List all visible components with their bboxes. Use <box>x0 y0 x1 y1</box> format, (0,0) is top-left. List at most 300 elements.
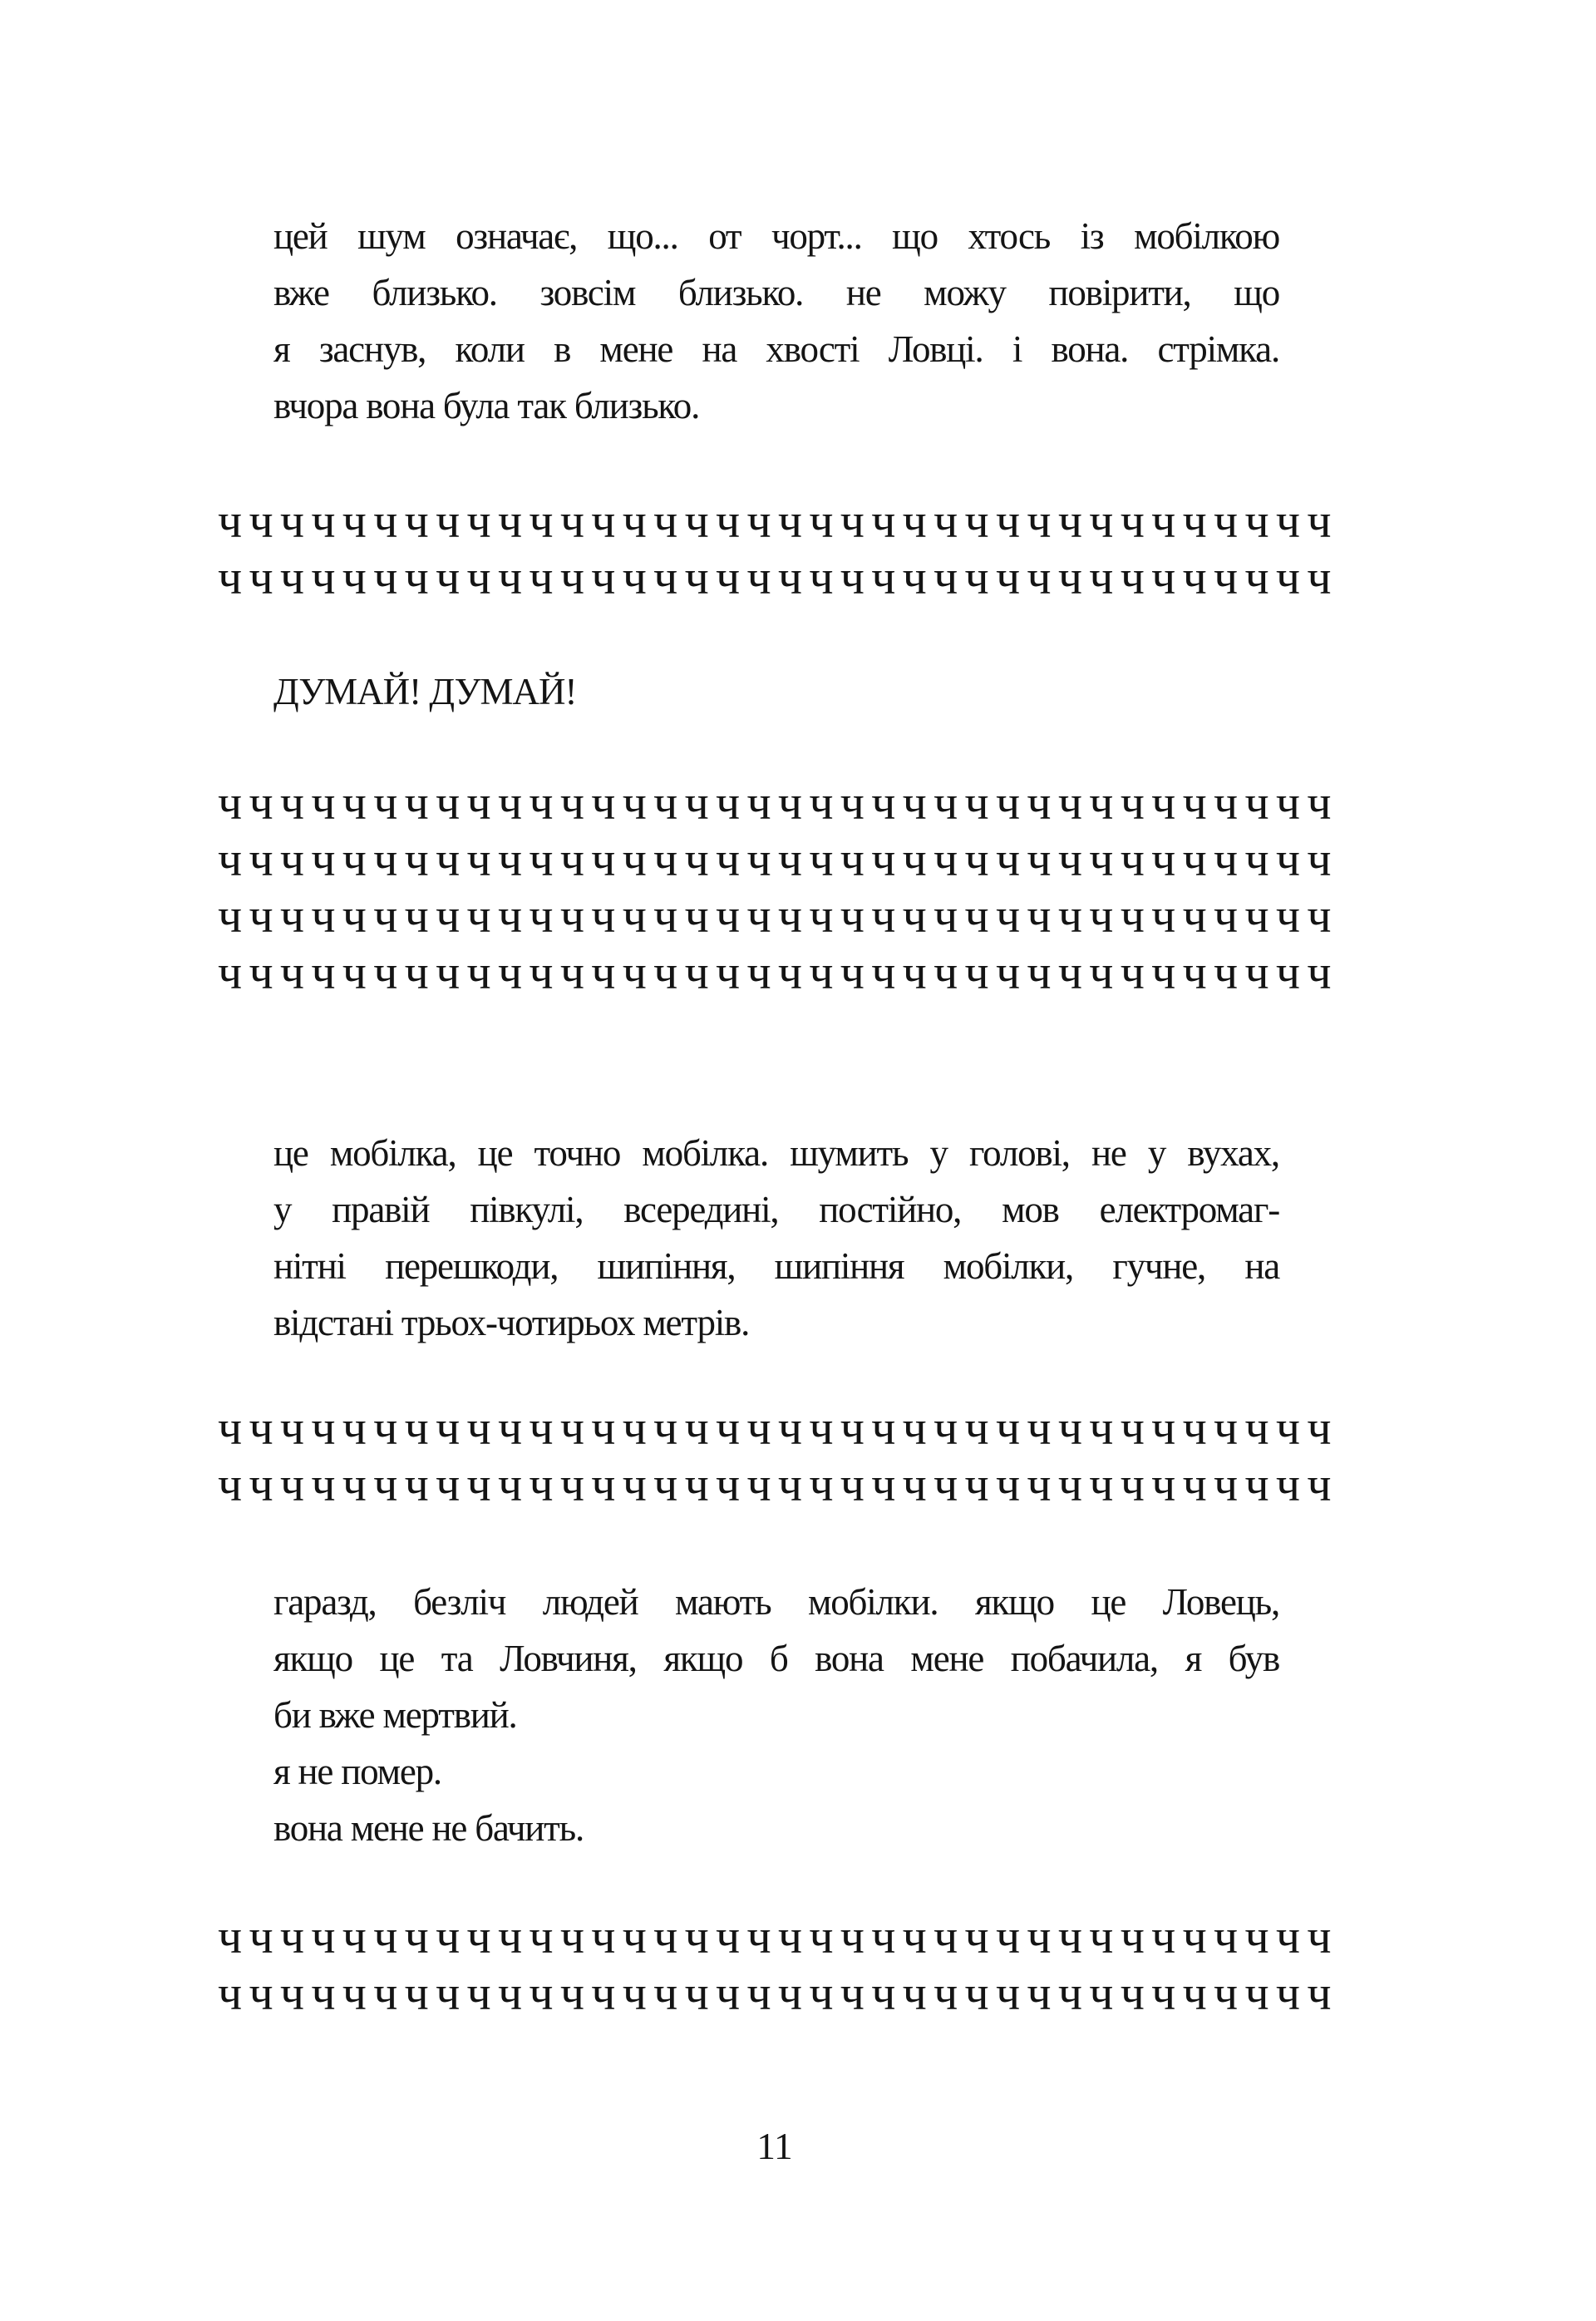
ch-glyph: ч <box>497 1910 523 1964</box>
ch-glyph: ч <box>684 550 709 604</box>
ch-glyph: ч <box>1027 776 1052 830</box>
ch-glyph: ч <box>279 1457 305 1511</box>
ch-glyph: ч <box>373 945 398 999</box>
ch-glyph: ч <box>311 832 336 886</box>
ch-glyph: ч <box>933 1910 958 1964</box>
ch-glyph: ч <box>279 1401 305 1455</box>
ch-glyph: ч <box>1244 494 1269 548</box>
ch-glyph: ч <box>559 1910 584 1964</box>
ch-glyph: ч <box>1120 776 1145 830</box>
ch-glyph: ч <box>1089 889 1114 943</box>
ch-glyph: ч <box>218 832 243 886</box>
ch-glyph: ч <box>933 494 958 548</box>
ch-glyph: ч <box>218 494 243 548</box>
ch-glyph: ч <box>1214 1401 1239 1455</box>
ch-glyph: ч <box>342 1457 367 1511</box>
ch-glyph: ч <box>497 494 523 548</box>
ch-glyph: ч <box>995 1910 1021 1964</box>
ch-glyph: ч <box>436 776 461 830</box>
ch-glyph: ч <box>1027 889 1052 943</box>
ch-glyph: ч <box>1057 945 1082 999</box>
ch-glyph: ч <box>1120 889 1145 943</box>
page-number: 11 <box>756 2126 793 2167</box>
ch-glyph: ч <box>342 776 367 830</box>
ch-glyph: ч <box>1275 889 1301 943</box>
ch-glyph: ч <box>622 776 647 830</box>
ch-glyph: ч <box>466 776 491 830</box>
text-line: гаразд, безліч людей мають мобілки. якщо це Ловець, <box>273 1581 1279 1623</box>
ch-glyph: ч <box>622 1966 647 2020</box>
ch-glyph: ч <box>684 494 709 548</box>
ch-glyph: ч <box>1057 494 1082 548</box>
ch-glyph: ч <box>1151 889 1176 943</box>
ch-glyph: ч <box>404 1457 429 1511</box>
ch-glyph: ч <box>902 1457 927 1511</box>
ch-glyph: ч <box>404 494 429 548</box>
ch-glyph: ч <box>279 494 305 548</box>
ch-glyph: ч <box>529 550 554 604</box>
ch-glyph: ч <box>1214 494 1239 548</box>
ch-glyph: ч <box>466 1457 491 1511</box>
ch-glyph: ч <box>716 776 741 830</box>
ch-glyph: ч <box>653 1401 678 1455</box>
ch-glyph: ч <box>591 1966 616 2020</box>
ch-glyph: ч <box>342 832 367 886</box>
ch-glyph: ч <box>622 889 647 943</box>
ch-glyph: ч <box>933 945 958 999</box>
ch-glyph: ч <box>1214 776 1239 830</box>
ch-row <box>218 1965 1332 2022</box>
ch-glyph: ч <box>809 832 834 886</box>
ch-glyph: ч <box>809 945 834 999</box>
ch-glyph: ч <box>840 1910 864 1964</box>
ch-glyph: ч <box>1307 889 1332 943</box>
ch-glyph: ч <box>871 1401 896 1455</box>
ch-glyph: ч <box>684 1401 709 1455</box>
ch-glyph: ч <box>933 1457 958 1511</box>
ch-glyph: ч <box>1275 550 1301 604</box>
ch-glyph: ч <box>716 494 741 548</box>
ch-glyph: ч <box>1182 832 1207 886</box>
ch-glyph: ч <box>902 1966 927 2020</box>
ch-glyph: ч <box>466 1401 491 1455</box>
paragraph-3 <box>273 1574 1279 1856</box>
ch-glyph: ч <box>559 1966 584 2020</box>
ch-glyph: ч <box>1244 832 1269 886</box>
ch-glyph: ч <box>933 889 958 943</box>
ch-glyph: ч <box>871 889 896 943</box>
ch-glyph: ч <box>1307 494 1332 548</box>
ch-glyph: ч <box>342 1401 367 1455</box>
ch-glyph: ч <box>1244 1457 1269 1511</box>
ch-glyph: ч <box>497 550 523 604</box>
ch-glyph: ч <box>1244 776 1269 830</box>
ch-glyph: ч <box>1057 1457 1082 1511</box>
ch-glyph: ч <box>964 494 989 548</box>
ch-glyph: ч <box>964 889 989 943</box>
ch-glyph: ч <box>218 776 243 830</box>
ch-glyph: ч <box>591 832 616 886</box>
ch-glyph: ч <box>1151 494 1176 548</box>
ch-glyph: ч <box>622 550 647 604</box>
ch-glyph: ч <box>933 1966 958 2020</box>
text-line: вона мене не бачить. <box>273 1807 584 1849</box>
ch-glyph: ч <box>1089 832 1114 886</box>
ch-glyph: ч <box>529 1457 554 1511</box>
ch-glyph: ч <box>1214 945 1239 999</box>
ch-glyph: ч <box>809 550 834 604</box>
ch-glyph: ч <box>871 550 896 604</box>
ch-rows-1 <box>218 493 1332 606</box>
ch-glyph: ч <box>1027 1401 1052 1455</box>
ch-glyph: ч <box>777 494 803 548</box>
ch-glyph: ч <box>840 1966 864 2020</box>
ch-glyph: ч <box>466 1910 491 1964</box>
ch-glyph: ч <box>404 945 429 999</box>
ch-glyph: ч <box>279 550 305 604</box>
ch-glyph: ч <box>964 776 989 830</box>
ch-glyph: ч <box>933 832 958 886</box>
ch-glyph: ч <box>622 1457 647 1511</box>
ch-glyph: ч <box>809 776 834 830</box>
ch-glyph: ч <box>249 1966 273 2020</box>
ch-glyph: ч <box>342 889 367 943</box>
ch-glyph: ч <box>373 494 398 548</box>
ch-glyph: ч <box>436 494 461 548</box>
ch-glyph: ч <box>902 1910 927 1964</box>
ch-glyph: ч <box>1275 1457 1301 1511</box>
ch-glyph: ч <box>497 1966 523 2020</box>
ch-glyph: ч <box>436 889 461 943</box>
ch-glyph: ч <box>1214 1457 1239 1511</box>
ch-glyph: ч <box>311 889 336 943</box>
ch-glyph: ч <box>529 1401 554 1455</box>
ch-glyph: ч <box>279 945 305 999</box>
ch-glyph: ч <box>497 1401 523 1455</box>
ch-glyph: ч <box>1057 550 1082 604</box>
ch-row <box>218 1456 1332 1513</box>
ch-glyph: ч <box>497 889 523 943</box>
ch-glyph: ч <box>995 945 1021 999</box>
ch-glyph: ч <box>746 1401 771 1455</box>
ch-glyph: ч <box>373 1910 398 1964</box>
ch-glyph: ч <box>777 889 803 943</box>
ch-glyph: ч <box>436 1457 461 1511</box>
ch-row <box>218 1909 1332 1965</box>
ch-glyph: ч <box>1307 1910 1332 1964</box>
ch-glyph: ч <box>746 494 771 548</box>
ch-glyph: ч <box>840 889 864 943</box>
ch-glyph: ч <box>1089 1457 1114 1511</box>
ch-glyph: ч <box>342 1910 367 1964</box>
ch-glyph: ч <box>466 1966 491 2020</box>
ch-glyph: ч <box>559 832 584 886</box>
ch-glyph: ч <box>809 1910 834 1964</box>
ch-glyph: ч <box>1275 776 1301 830</box>
ch-row <box>218 549 1332 606</box>
ch-glyph: ч <box>716 889 741 943</box>
ch-glyph: ч <box>1089 1966 1114 2020</box>
ch-glyph: ч <box>249 1457 273 1511</box>
ch-glyph: ч <box>591 1401 616 1455</box>
text-line: вже близько. зовсім близько. не можу повірити, що <box>273 272 1279 313</box>
ch-glyph: ч <box>964 832 989 886</box>
ch-glyph: ч <box>777 1910 803 1964</box>
ch-glyph: ч <box>1307 832 1332 886</box>
ch-glyph: ч <box>746 1457 771 1511</box>
ch-glyph: ч <box>964 945 989 999</box>
ch-glyph: ч <box>1214 1966 1239 2020</box>
ch-row <box>218 493 1332 549</box>
ch-glyph: ч <box>404 832 429 886</box>
ch-glyph: ч <box>653 832 678 886</box>
ch-glyph: ч <box>1182 1966 1207 2020</box>
ch-glyph: ч <box>342 494 367 548</box>
ch-glyph: ч <box>279 1910 305 1964</box>
ch-glyph: ч <box>809 1966 834 2020</box>
ch-glyph: ч <box>404 550 429 604</box>
ch-glyph: ч <box>684 776 709 830</box>
ch-glyph: ч <box>559 889 584 943</box>
ch-glyph: ч <box>436 832 461 886</box>
ch-glyph: ч <box>871 945 896 999</box>
ch-glyph: ч <box>249 494 273 548</box>
ch-glyph: ч <box>653 945 678 999</box>
ch-glyph: ч <box>809 494 834 548</box>
ch-glyph: ч <box>1151 550 1176 604</box>
ch-glyph: ч <box>249 889 273 943</box>
ch-glyph: ч <box>746 889 771 943</box>
ch-glyph: ч <box>653 494 678 548</box>
ch-glyph: ч <box>1182 1910 1207 1964</box>
ch-glyph: ч <box>466 550 491 604</box>
ch-glyph: ч <box>1027 1910 1052 1964</box>
ch-glyph: ч <box>1089 945 1114 999</box>
ch-glyph: ч <box>1275 1910 1301 1964</box>
ch-glyph: ч <box>529 945 554 999</box>
ch-glyph: ч <box>622 832 647 886</box>
ch-glyph: ч <box>218 1401 243 1455</box>
ch-glyph: ч <box>249 1401 273 1455</box>
ch-glyph: ч <box>529 1910 554 1964</box>
ch-glyph: ч <box>404 1910 429 1964</box>
ch-glyph: ч <box>1182 776 1207 830</box>
ch-glyph: ч <box>840 494 864 548</box>
ch-glyph: ч <box>373 889 398 943</box>
ch-glyph: ч <box>529 494 554 548</box>
ch-glyph: ч <box>466 945 491 999</box>
ch-glyph: ч <box>777 832 803 886</box>
ch-glyph: ч <box>1182 1457 1207 1511</box>
ch-glyph: ч <box>436 1910 461 1964</box>
ch-glyph: ч <box>746 1910 771 1964</box>
ch-glyph: ч <box>529 1966 554 2020</box>
ch-glyph: ч <box>622 1910 647 1964</box>
ch-glyph: ч <box>746 1966 771 2020</box>
ch-glyph: ч <box>311 776 336 830</box>
ch-glyph: ч <box>373 832 398 886</box>
ch-glyph: ч <box>404 776 429 830</box>
ch-glyph: ч <box>1120 832 1145 886</box>
ch-glyph: ч <box>1182 550 1207 604</box>
ch-glyph: ч <box>373 1966 398 2020</box>
ch-glyph: ч <box>1057 1966 1082 2020</box>
ch-glyph: ч <box>311 1401 336 1455</box>
ch-glyph: ч <box>840 1401 864 1455</box>
ch-glyph: ч <box>436 945 461 999</box>
ch-glyph: ч <box>218 550 243 604</box>
ch-glyph: ч <box>1151 1910 1176 1964</box>
ch-glyph: ч <box>1244 1966 1269 2020</box>
ch-glyph: ч <box>466 889 491 943</box>
ch-glyph: ч <box>1244 550 1269 604</box>
ch-glyph: ч <box>1089 494 1114 548</box>
ch-glyph: ч <box>1057 889 1082 943</box>
ch-glyph: ч <box>559 945 584 999</box>
ch-glyph: ч <box>964 1910 989 1964</box>
ch-glyph: ч <box>1151 1966 1176 2020</box>
ch-glyph: ч <box>1120 494 1145 548</box>
ch-glyph: ч <box>1027 1457 1052 1511</box>
ch-glyph: ч <box>591 494 616 548</box>
ch-glyph: ч <box>529 776 554 830</box>
ch-glyph: ч <box>1307 776 1332 830</box>
ch-glyph: ч <box>684 1457 709 1511</box>
ch-glyph: ч <box>249 1910 273 1964</box>
ch-glyph: ч <box>279 832 305 886</box>
ch-glyph: ч <box>404 1966 429 2020</box>
ch-row <box>218 1400 1332 1456</box>
ch-glyph: ч <box>902 550 927 604</box>
ch-glyph: ч <box>279 889 305 943</box>
ch-glyph: ч <box>1214 1910 1239 1964</box>
ch-glyph: ч <box>622 494 647 548</box>
ch-glyph: ч <box>529 832 554 886</box>
ch-glyph: ч <box>716 1966 741 2020</box>
ch-glyph: ч <box>902 832 927 886</box>
ch-glyph: ч <box>716 832 741 886</box>
ch-glyph: ч <box>871 1457 896 1511</box>
ch-glyph: ч <box>809 1401 834 1455</box>
ch-row <box>218 888 1332 944</box>
ch-glyph: ч <box>1275 832 1301 886</box>
ch-glyph: ч <box>1057 832 1082 886</box>
ch-glyph: ч <box>1151 776 1176 830</box>
ch-glyph: ч <box>1244 1910 1269 1964</box>
ch-glyph: ч <box>840 776 864 830</box>
ch-glyph: ч <box>1214 832 1239 886</box>
ch-glyph: ч <box>559 550 584 604</box>
ch-glyph: ч <box>716 1457 741 1511</box>
ch-glyph: ч <box>746 832 771 886</box>
ch-glyph: ч <box>1027 945 1052 999</box>
ch-glyph: ч <box>218 945 243 999</box>
ch-glyph: ч <box>964 550 989 604</box>
ch-glyph: ч <box>684 1966 709 2020</box>
ch-glyph: ч <box>591 776 616 830</box>
ch-glyph: ч <box>684 889 709 943</box>
ch-glyph: ч <box>684 945 709 999</box>
ch-glyph: ч <box>1275 494 1301 548</box>
ch-glyph: ч <box>497 832 523 886</box>
ch-glyph: ч <box>995 776 1021 830</box>
ch-glyph: ч <box>1307 1457 1332 1511</box>
ch-glyph: ч <box>777 550 803 604</box>
ch-glyph: ч <box>777 776 803 830</box>
ch-glyph: ч <box>653 1910 678 1964</box>
ch-glyph: ч <box>1057 1401 1082 1455</box>
ch-glyph: ч <box>311 550 336 604</box>
ch-glyph: ч <box>995 832 1021 886</box>
ch-glyph: ч <box>218 889 243 943</box>
ch-glyph: ч <box>777 945 803 999</box>
ch-glyph: ч <box>497 776 523 830</box>
ch-glyph: ч <box>653 550 678 604</box>
ch-glyph: ч <box>684 1910 709 1964</box>
ch-glyph: ч <box>1057 1910 1082 1964</box>
ch-glyph: ч <box>1307 1966 1332 2020</box>
ch-glyph: ч <box>1151 1457 1176 1511</box>
ch-glyph: ч <box>497 945 523 999</box>
ch-glyph: ч <box>777 1966 803 2020</box>
ch-glyph: ч <box>653 889 678 943</box>
ch-glyph: ч <box>373 776 398 830</box>
ch-glyph: ч <box>436 1966 461 2020</box>
ch-glyph: ч <box>1151 832 1176 886</box>
ch-glyph: ч <box>716 945 741 999</box>
ch-glyph: ч <box>871 1910 896 1964</box>
ch-glyph: ч <box>1057 776 1082 830</box>
ch-row <box>218 775 1332 831</box>
ch-glyph: ч <box>1275 1966 1301 2020</box>
ch-glyph: ч <box>716 550 741 604</box>
ch-glyph: ч <box>591 945 616 999</box>
ch-row <box>218 944 1332 1001</box>
ch-glyph: ч <box>809 889 834 943</box>
ch-glyph: ч <box>1182 945 1207 999</box>
ch-glyph: ч <box>591 1457 616 1511</box>
ch-glyph: ч <box>840 832 864 886</box>
ch-glyph: ч <box>1120 1966 1145 2020</box>
ch-glyph: ч <box>1089 776 1114 830</box>
ch-glyph: ч <box>1275 945 1301 999</box>
ch-glyph: ч <box>995 1457 1021 1511</box>
ch-glyph: ч <box>995 1401 1021 1455</box>
text-line: би вже мертвий. <box>273 1694 517 1736</box>
ch-glyph: ч <box>1120 1457 1145 1511</box>
ch-rows-3 <box>218 1400 1332 1513</box>
ch-glyph: ч <box>933 776 958 830</box>
ch-glyph: ч <box>777 1401 803 1455</box>
ch-glyph: ч <box>684 832 709 886</box>
ch-glyph: ч <box>249 945 273 999</box>
ch-glyph: ч <box>559 776 584 830</box>
text-line: у правій півкулі, всередині, постійно, мов електромаг- <box>273 1189 1279 1230</box>
ch-glyph: ч <box>1027 1966 1052 2020</box>
ch-glyph: ч <box>466 494 491 548</box>
ch-glyph: ч <box>436 1401 461 1455</box>
ch-glyph: ч <box>622 945 647 999</box>
ch-glyph: ч <box>1089 1910 1114 1964</box>
ch-glyph: ч <box>746 550 771 604</box>
ch-glyph: ч <box>1120 1401 1145 1455</box>
ch-glyph: ч <box>279 776 305 830</box>
ch-glyph: ч <box>404 1401 429 1455</box>
ch-glyph: ч <box>218 1457 243 1511</box>
text-line: я не помер. <box>273 1751 441 1792</box>
ch-glyph: ч <box>716 1401 741 1455</box>
shout-text: ДУМАЙ! ДУМАЙ! <box>273 671 577 712</box>
